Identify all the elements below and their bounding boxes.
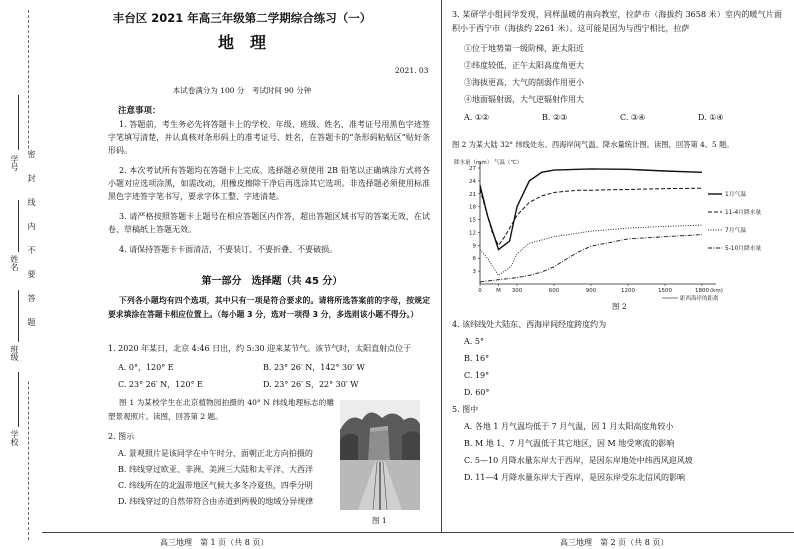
chart-series [480, 169, 702, 282]
q2-option-c: C. 纬线所在的北温带地区气候大多冬冷夏热，四季分明 [118, 481, 313, 490]
footer-right: 高三地理 第 2 页（共 8 页） [560, 538, 669, 547]
school-label: 学校 [10, 430, 19, 446]
y-axis-label-precip: 降水量（mm） [454, 160, 493, 166]
q1-option-b: B. 23° 26′ N，142° 30′ W [263, 363, 365, 372]
subject-title: 地 理 [217, 33, 266, 52]
notes-item-4: 4. 请保持答题卡卡面清洁，不要装订、不要折叠、不要破损。 [119, 245, 338, 254]
q3-item-3: ③海拔更高，大气的削弱作用更小 [464, 78, 584, 87]
notes-item-3: 3. 请严格按照答题卡上题号在相应答题区内作答，超出答题区域书写的答案无效，在试卷、草稿纸上答题无效。 [108, 212, 430, 234]
q1-option-d: D. 23° 26′ S，22° 30′ W [263, 380, 359, 389]
series-line-3 [480, 225, 702, 275]
q2-option-b: B. 纬线穿过欧亚、非洲、美洲三大陆和太平洋、大西洋 [118, 465, 313, 474]
fig2-intro: 图 2 为某大陆 32° 纬线处东、西海岸间气温、降水量统计图。读图，回答第 4、5 题。 [452, 140, 734, 149]
q1-option-c: C. 23° 26′ N，120° E [118, 380, 203, 389]
x-tick-label: 1200 [621, 288, 635, 294]
q3-stem: 3. 某研学小组同学发现，同样温暖的南向教室，拉萨市（海拔约 3658 米）室内的暖气片面积小于西宁市（海拔约 2261 米）。这可能是因为与西宁相比，拉萨 [452, 10, 782, 33]
q2-option-a: A. 景观照片是该同学在中午时分、面朝正北方向拍摄的 [118, 449, 313, 458]
fig2-caption: 图 2 [612, 302, 627, 311]
q5-option-a: A. 各地 1 月气温均低于 7 月气温，因 1 月太阳高度角较小 [464, 422, 674, 431]
legend-label-4: 5-10月降水量 [725, 246, 762, 252]
y-tick-label: 9 [472, 243, 476, 250]
y-tick-label: 18 [469, 204, 476, 211]
fig1-sculpture-illustration [340, 400, 420, 510]
exam-title: 丰台区 2021 年高三年级第二学期综合练习（一） [112, 11, 372, 25]
q1-option-a: A. 0°，120° E [118, 363, 174, 372]
footer-rule [42, 532, 794, 533]
y-tick-label: 3 [472, 269, 476, 276]
x-tick-label: 900 [585, 288, 597, 294]
x-tick-label: 1500 [658, 288, 672, 294]
seal-text: 密 封 线 内 不 要 答 题 [26, 150, 37, 380]
page-divider [441, 0, 442, 532]
q3-option-d: D. ①④ [698, 113, 724, 122]
x-tick-label: M [496, 288, 501, 294]
q3-option-b: B. ②③ [542, 113, 568, 122]
q3-item-2: ②纬度较低，正午太阳高度角更大 [464, 61, 584, 70]
score-time: 本试卷满分为 100 分 考试时间 90 分钟 [172, 86, 312, 95]
chart-legend [708, 190, 762, 252]
series-line-1 [480, 169, 702, 250]
q1-stem: 1. 2020 年某日，北京 4:46 日出，约 5:30 迎来某节气。该节气时，太阳直射点位于 [108, 344, 412, 353]
q4-stem: 4. 该纬线处大陆东、西海岸间经度跨度约为 [452, 320, 607, 329]
part1-heading: 第一部分 选择题（共 45 分） [201, 276, 343, 287]
student-id-label: 学号 [10, 155, 19, 171]
q5-option-b: B. M 地 1、7 月气温低于其它地区，因 M 地受寒流的影响 [464, 439, 675, 448]
name-label: 姓名 [10, 255, 19, 271]
name-blank [18, 200, 19, 252]
y-tick-label: 27 [469, 166, 476, 172]
q3-option-a: A. ①② [464, 113, 490, 122]
q3-item-4: ④地面辐射弱，大气逆辐射作用大 [464, 95, 584, 104]
q5-stem: 5. 图中 [452, 405, 479, 414]
part1-instructions: 下列各小题均有四个选项，其中只有一项是符合要求的。请将所选答案前的字母，按规定要求填涂在答题卡相应位置上。（每小题 3 分，选对一项得 3 分，多选则该小题不得分。） [108, 296, 430, 319]
exam-date: 2021. 03 [395, 66, 429, 75]
student-id-blank [18, 95, 19, 150]
y-tick-label: 15 [469, 217, 476, 224]
x-axis-label: 距西海岸的距离 [680, 296, 719, 302]
notes-title: 注意事项： [118, 106, 161, 116]
y-tick-label: 24 [469, 178, 476, 185]
class-blank [18, 290, 19, 342]
notes-item-1: 1. 答题前，考生务必先将答题卡上的学校、年级、班级、姓名、准考证号用黑色字迹签字笔填写清楚，并认真核对条形码上的准考证号、姓名，在答题卡的“条形码粘贴区”贴好条形码。 [108, 120, 430, 155]
x-axis-unit: (km) [710, 288, 723, 294]
q3-item-1: ①位于地势第一级阶梯，距太阳近 [464, 44, 584, 53]
y-tick-label: 12 [469, 230, 476, 237]
q5-option-d: D. 11—4 月降水量东岸大于西岸，是因东岸受东北信风的影响 [464, 473, 686, 482]
series-line-2 [480, 188, 702, 245]
y-tick-label: 6 [472, 256, 476, 263]
q2-option-d: D. 纬线穿过的自然带符合由赤道到两极的地域分异规律 [118, 497, 314, 506]
legend-label-3: 7月气温 [725, 228, 747, 234]
q4-option-d: D. 60° [464, 388, 490, 397]
class-label: 班级 [10, 345, 19, 361]
x-tick-label: 0 [478, 288, 482, 294]
school-blank [18, 372, 19, 427]
y-tick-label: 21 [469, 191, 476, 198]
fig1-caption: 图 1 [372, 516, 387, 525]
x-tick-label: 600 [548, 288, 560, 294]
q5-option-c: C. 5—10 月降水量东岸大于西岸，是因东岸地处中纬西风迎风坡 [464, 456, 693, 465]
x-tick-label: 1800 [695, 288, 709, 294]
q3-option-c: C. ③④ [620, 113, 646, 122]
q4-option-a: A. 5° [464, 337, 484, 346]
legend-label-1: 1月气温 [725, 192, 747, 198]
fig1-intro: 图 1 为某校学生在北京植物园拍摄的 40° N 纬线地理标志的雕塑景观照片。读图，回答第 2 题。 [108, 398, 334, 421]
footer-left: 高三地理 第 1 页（共 8 页） [160, 538, 269, 547]
legend-label-2: 11-4月降水量 [725, 210, 762, 216]
y-axis-label-temp: 气温（℃） [494, 160, 523, 166]
fig2-chart [450, 156, 790, 306]
q4-option-b: B. 16° [464, 354, 490, 363]
q4-option-c: C. 19° [464, 371, 490, 380]
series-line-4 [480, 235, 702, 282]
x-tick-label: 300 [511, 288, 523, 294]
fig1-photo [340, 400, 420, 510]
q2-stem: 2. 图示 [108, 432, 135, 441]
notes-item-2: 2. 本次考试所有答题均在答题卡上完成。选择题必须使用 2B 铅笔以正确填涂方式将各小题对应选项涂黑，如需改动，用橡皮擦除干净后再选涂其它选项。非选择题必须使用标准黑色字迹签字笔书写，要求字体工整、字迹清楚。 [108, 166, 430, 201]
